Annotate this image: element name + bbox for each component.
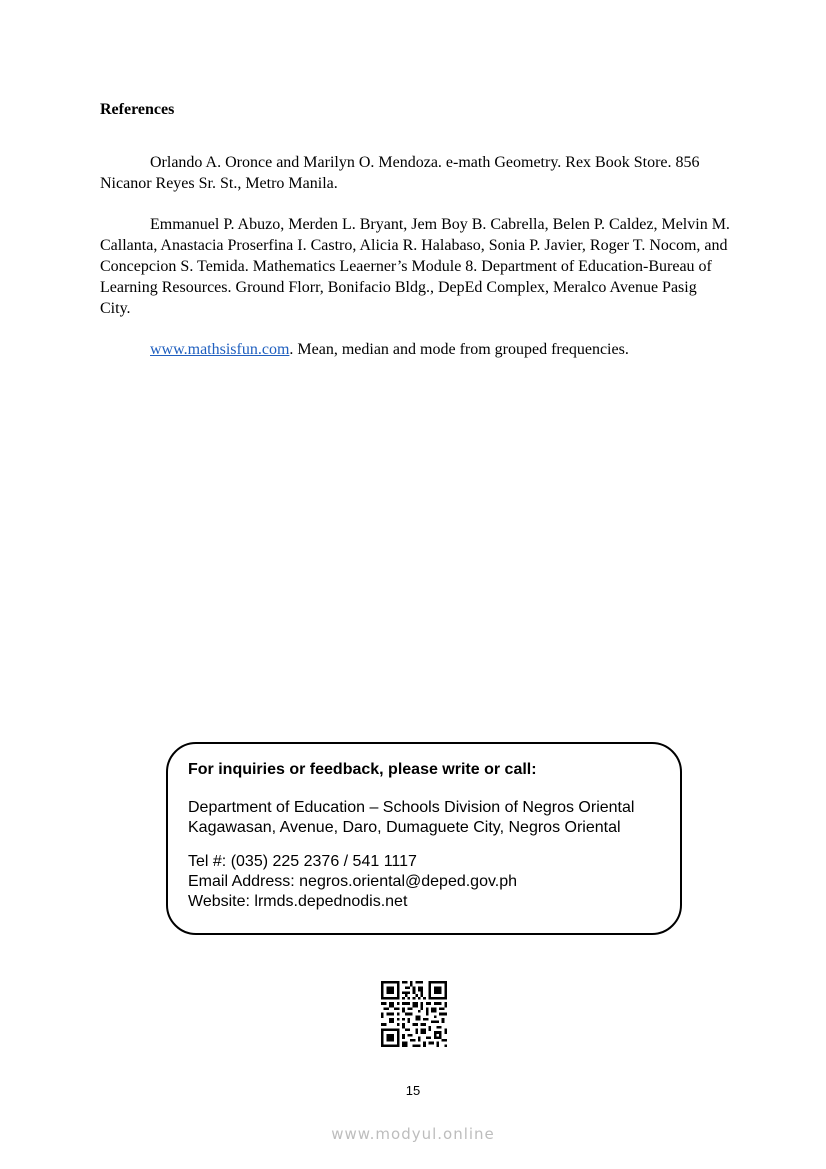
contact-website: Website: lrmds.depednodis.net [188,893,408,910]
contact-title: For inquiries or feedback, please write or call: [188,761,537,778]
reference-item-3-text: . Mean, median and mode from grouped frequencies. [289,341,629,358]
contact-office: Department of Education – Schools Division of Negros Oriental [188,799,635,816]
page-number: 15 [405,1083,421,1098]
mathsisfun-link[interactable]: www.mathsisfun.com [150,341,290,358]
qr-code-icon [381,981,447,1047]
references-heading: References [100,101,175,118]
contact-tel: Tel #: (035) 225 2376 / 541 1117 [188,853,417,870]
watermark: www.modyul.online [331,1125,495,1143]
contact-address: Kagawasan, Avenue, Daro, Dumaguete City, Negros Oriental [188,819,621,836]
reference-item-3 [100,339,730,360]
reference-item-2: Emmanuel P. Abuzo, Merden L. Bryant, Jem Boy B. Cabrella, Belen P. Caldez, Melvin M. Callanta, Anastacia Proserfina I. Castro, Alicia R. Halabaso, Sonia P. Javier, Roger T. Nocom, and Concepcion S. Temida. Mathematics Leaerner’s Module 8. Department of Education-Bureau of Learning Resources. Ground Florr, Bonifacio Bldg., DepEd Complex, Meralco Avenue Pasig City. [100,216,730,317]
contact-box [166,742,682,935]
reference-item-1: Orlando A. Oronce and Marilyn O. Mendoza. e-math Geometry. Rex Book Store. 856 Nicanor Reyes Sr. St., Metro Manila. [100,154,700,192]
contact-email: Email Address: negros.oriental@deped.gov.ph [188,873,518,890]
